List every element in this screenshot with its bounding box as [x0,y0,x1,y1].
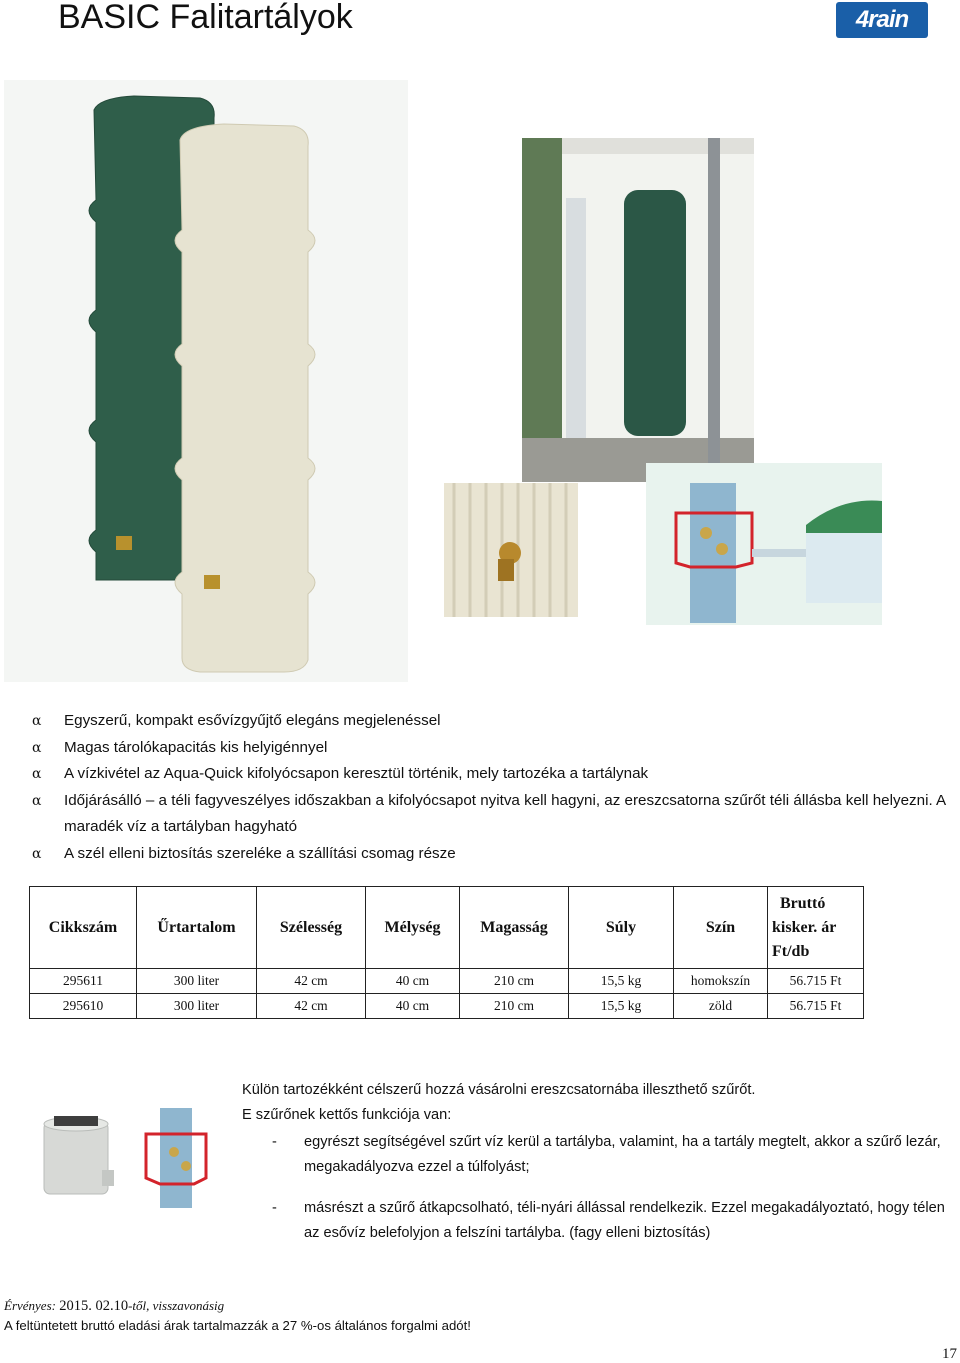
vat-note: A feltüntetett bruttó eladási árak tartalmazzák a 27 %-os általános forgalmi adót! [4,1318,471,1333]
filter-function-heading: E szűrőnek kettős funkciója van: [242,1106,452,1123]
table-row: 295611 300 liter 42 cm 40 cm 210 cm 15,5 kg homokszín 56.715 Ft [30,969,864,994]
filter-description [242,1078,952,1245]
filter-intro: Külön tartozékként célszerű hozzá vásárolni ereszcsatornába illeszthető szűrőt. [242,1082,756,1098]
validity-note: Érvényes: 2015. 02.10-től, visszavonásig [4,1298,225,1314]
bullet-symbol: α [32,792,42,809]
list-item: α A vízkivétel az Aqua-Quick kifolyócsapon keresztül történik, mely tartozéka a tartálynak [32,761,952,788]
table-row: 295610 300 liter 42 cm 40 cm 210 cm 15,5 kg zöld 56.715 Ft [30,994,864,1019]
page-number: 17 [942,1346,957,1362]
spec-table [29,886,864,1019]
col-header: Mélység [366,887,460,969]
col-header: Cikkszám [30,887,137,969]
list-item: α Időjárásálló – a téli fagyveszélyes időszakban a kifolyócsapot nyitva kell hagyni, az ereszcsatorna szűrőt téli állásba kell helyezni. A maradék víz a tartályban hagyható [32,788,952,841]
bullet-symbol: α [32,739,42,756]
tap-detail-photo [444,483,578,617]
list-item: - egyrészt segítségével szűrt víz kerül a tartályba, valamint, ha a tartály megtelt, akkor a szűrő lezár, megakadályozva ezzel a túlfolyást; [272,1134,941,1175]
tank-product-photo [4,80,408,682]
list-item: α A szél elleni biztosítás szereléke a szállítási csomag része [32,841,952,868]
col-header-price: Bruttó kisker. ár Ft/db [768,887,864,969]
col-header: Szélesség [257,887,366,969]
col-header: Súly [569,887,674,969]
table-header-row [30,887,864,969]
brand-logo: 4rain [836,2,928,38]
list-item: α Egyszerű, kompakt esővízgyűjtő elegáns megjelenéssel [32,708,952,735]
tank-installed-photo [522,138,754,482]
filter-product-photo [40,1112,120,1204]
col-header: Szín [674,887,768,969]
feature-list [32,708,952,867]
page-title: BASIC Falitartályok [58,0,353,36]
bullet-symbol: α [32,845,42,862]
list-item: - másrészt a szűrő átkapcsolható, téli-nyári állással rendelkezik. Ezzel megakadályoztató, hogy télen az esővíz belefolyjon a felszíni tartályba. (fagy elleni biztosítás) [272,1200,945,1241]
downpipe-filter-diagram [646,463,882,625]
bullet-symbol: α [32,766,42,782]
bullet-symbol: α [32,713,42,729]
col-header: Magasság [460,887,569,969]
list-item: α Magas tárolókapacitás kis helyigénnyel [32,735,952,762]
col-header: Űrtartalom [137,887,257,969]
filter-cutaway-diagram [136,1108,218,1208]
